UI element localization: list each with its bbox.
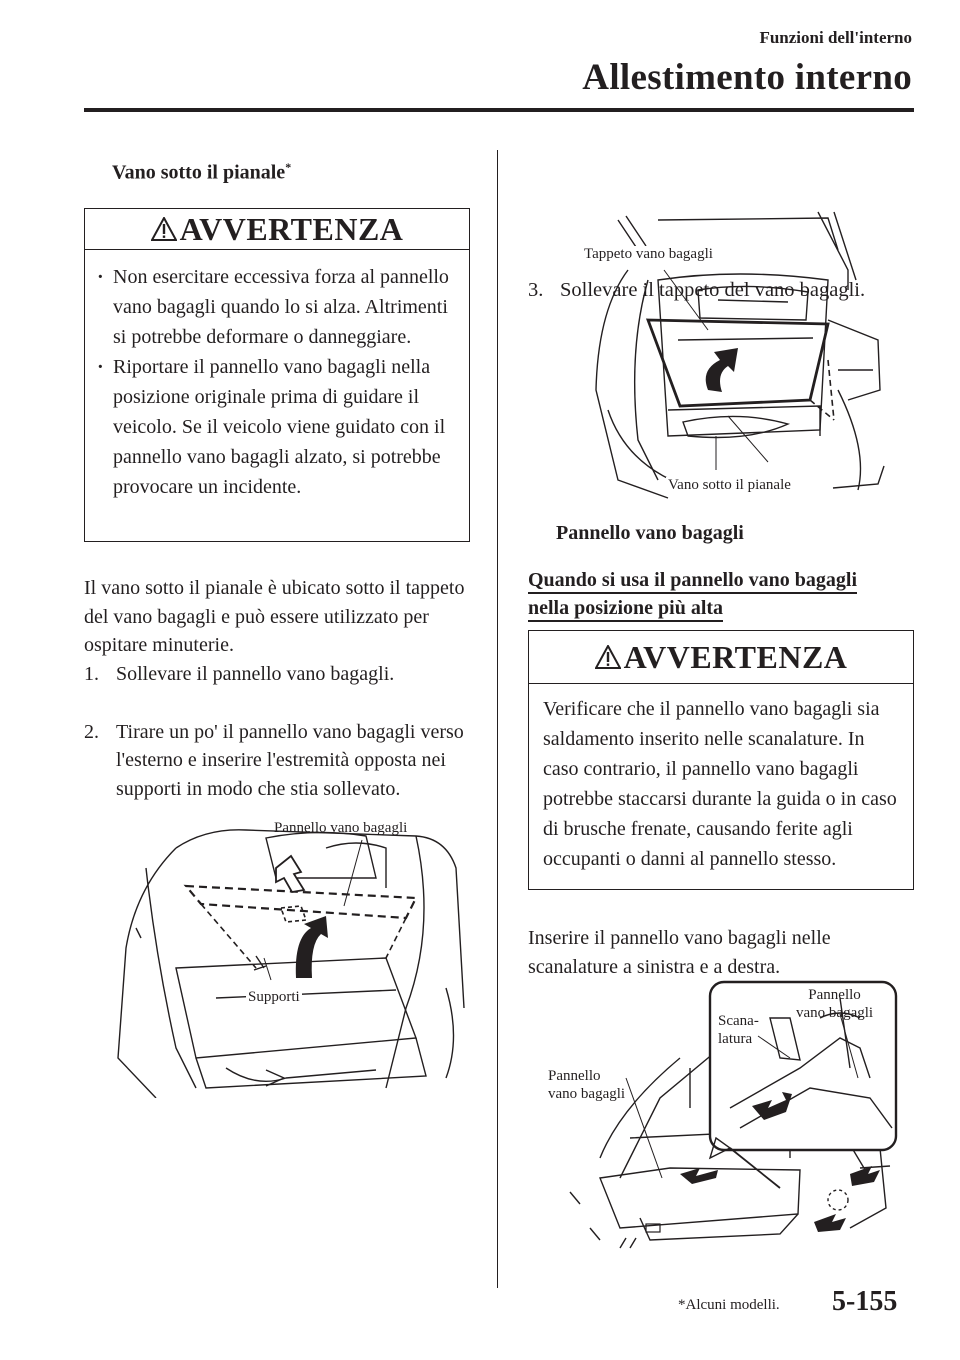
header-rule [84, 108, 914, 112]
warning-bullet: · Non esercitare eccessiva forza al pannello vano bagagli quando lo si alza. Altrimenti si potrebbe deformare o danneggiare. [93, 262, 453, 352]
running-header-title: Allestimento interno [582, 57, 912, 98]
underlined-heading: Quando si usa il pannello vano bagagli nella posizione più alta [528, 566, 857, 622]
warning-triangle-icon [595, 645, 621, 669]
label-pannello-left: Pannello vano bagagli [548, 1068, 626, 1102]
instruction-paragraph: Inserire il pannello vano bagagli nelle scanalature a sinistra e a destra. [528, 927, 831, 978]
warning-box-1 [84, 208, 470, 542]
intro-paragraph: Il vano sotto il pianale è ubicato sotto il tappeto del vano bagagli e può essere utilizzato per ospitare minuterie. [84, 577, 465, 656]
figure-raised-panel [116, 808, 466, 1098]
label-scanalatura: Scana- latura [718, 1013, 759, 1047]
section-title: Vano sotto il pianale* [112, 160, 292, 184]
warning-triangle-icon [151, 217, 177, 241]
warning-heading-2: AVVERTENZA [529, 631, 913, 684]
step-1: 1. Sollevare il pannello vano bagagli. [84, 663, 395, 685]
warning-heading-1: AVVERTENZA [85, 209, 469, 250]
warning-box-2 [528, 630, 914, 890]
subsection-title: Pannello vano bagagli [556, 522, 744, 544]
warning-bullet: · Riportare il pannello vano bagagli nella posizione originale prima di guidare il veicolo. Se il veicolo viene guidato con il pannello vano bagagli alzato, si potrebbe provocare un incidente. [93, 352, 453, 502]
label-tappeto: Tappeto vano bagagli [584, 246, 713, 262]
page-number: 5-155 [832, 1286, 898, 1317]
warning-text-2: Verificare che il pannello vano bagagli sia saldamento inserito nelle scanalature. In caso contrario, il pannello vano bagagli potrebbe staccarsi durante la guida o in caso di brusche frenate, causando ferite agli occupanti o danni al pannello stesso. [543, 698, 897, 870]
label-pannello: Pannello vano bagagli [274, 820, 408, 836]
footnote: *Alcuni modelli. [678, 1297, 780, 1313]
label-pannello-right: Pannello vano bagagli [796, 987, 874, 1021]
running-header-section: Funzioni dell'interno [759, 28, 912, 47]
step-2: 2. Tirare un po' il pannello vano bagagli verso l'esterno e inserire l'estremità opposta nei supporti in modo che stia sollevato. [84, 720, 464, 800]
label-supporti: Supporti [248, 989, 300, 1005]
step-3: 3. Sollevare il tappeto del vano bagagli. [528, 279, 866, 301]
optional-mark: * [285, 160, 292, 174]
label-vano-sotto: Vano sotto il pianale [668, 477, 791, 493]
column-divider [497, 150, 498, 1288]
